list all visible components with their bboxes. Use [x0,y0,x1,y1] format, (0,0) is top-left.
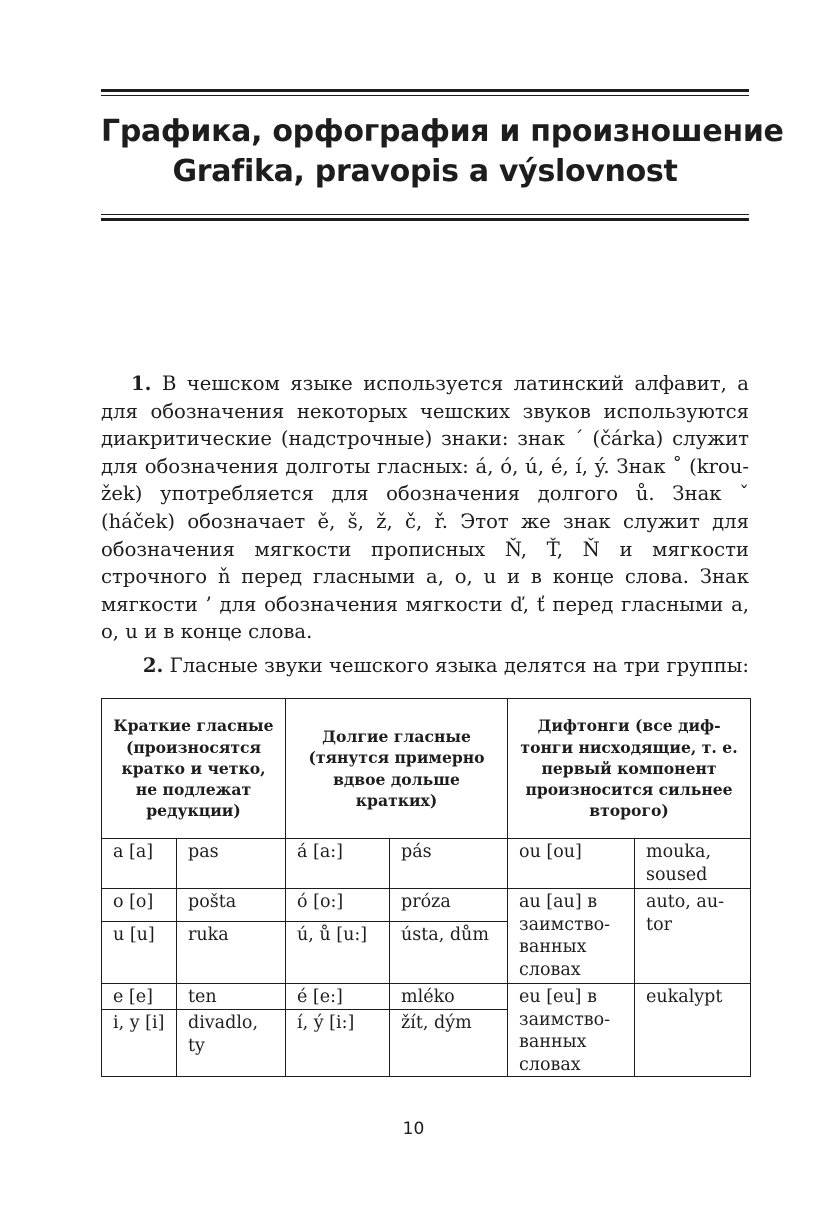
long-vowel-cell: í, ý [i:] [286,1010,390,1077]
title-russian: Графика, орфография и произношение [101,114,784,149]
header-long-vowels: Долгие гласные (тянутся примерно вдвое дольше кратких) [286,699,508,839]
short-vowel-cell: i, y [i] [102,1010,177,1077]
section-2-paragraph [101,652,749,680]
long-example-cell: pás [390,839,508,889]
page-number: 10 [402,1119,425,1139]
short-example-cell: divadlo, ty [177,1010,286,1077]
diphthong-example-cell: eukalypt [635,984,751,1077]
header-diphthongs: Дифтонги (все дифтонги нисходящие, т. е. первый компонент произносится сильнее второго) [508,699,751,839]
top-rule-thick [101,89,749,92]
title-czech: Grafika, pravopis a výslovnost [172,154,678,189]
short-example-cell: ten [177,984,286,1010]
table-header-row [102,699,751,839]
diphthong-cell: eu [eu] в заимствованных словах [508,984,635,1077]
short-vowel-cell: e [e] [102,984,177,1010]
section-2-text: Гласные звуки чешского языка делятся на три группы: [169,654,749,677]
long-example-cell: žít, dým [390,1010,508,1077]
short-example-cell: pošta [177,889,286,922]
bottom-rule-thin [101,214,749,215]
header-short-vowels: Краткие гласные (произносятся кратко и четко, не подлежат редукции) [102,699,286,839]
long-vowel-cell: ó [o:] [286,889,390,922]
diphthong-example-cell: auto, autor [635,889,751,984]
diphthong-cell: ou [ou] [508,839,635,889]
section-1-paragraph [101,370,749,646]
short-vowel-cell: a [a] [102,839,177,889]
top-rule-thin [101,95,749,96]
section-1-text: В чешском языке используется латинский алфавит, а для обозначения некоторых чешских звуков используются диакритические (надстрочные) знаки: знак ´ (čárka) служит для обозначения долготы гласных: á, ó, ú, é, í, ý. Знак ˚ (kroužek) употребляется для обозначения долгого ů. Знак ˇ (háček) обозначает ě, š, ž, č, ř. Этот же знак служит для обозначения мягкости прописных Ň, Ť, Ň и мягкости строчного ň перед гласными a, o, u и в конце слова. Знак мягкости ’ для обозначения мягкости ď, ť перед гласными a, o, u и в конце слова. [101,372,749,644]
table-row [102,984,751,1010]
section-1-number: 1. [131,372,152,395]
long-vowel-cell: á [a:] [286,839,390,889]
short-example-cell: ruka [177,922,286,984]
long-example-cell: ústa, dům [390,922,508,984]
section-2-number: 2. [142,654,164,677]
table-row [102,839,751,889]
long-example-cell: próza [390,889,508,922]
vowels-table [101,698,751,1077]
short-vowel-cell: u [u] [102,922,177,984]
short-vowel-cell: o [o] [102,889,177,922]
table-row [102,889,751,922]
chapter-title [101,112,784,192]
long-vowel-cell: ú, ů [u:] [286,922,390,984]
bottom-rule-thick [101,218,749,221]
short-example-cell: pas [177,839,286,889]
diphthong-cell: au [au] в заимствованных словах [508,889,635,984]
long-example-cell: mléko [390,984,508,1010]
diphthong-example-cell: mouka, soused [635,839,751,889]
long-vowel-cell: é [e:] [286,984,390,1010]
